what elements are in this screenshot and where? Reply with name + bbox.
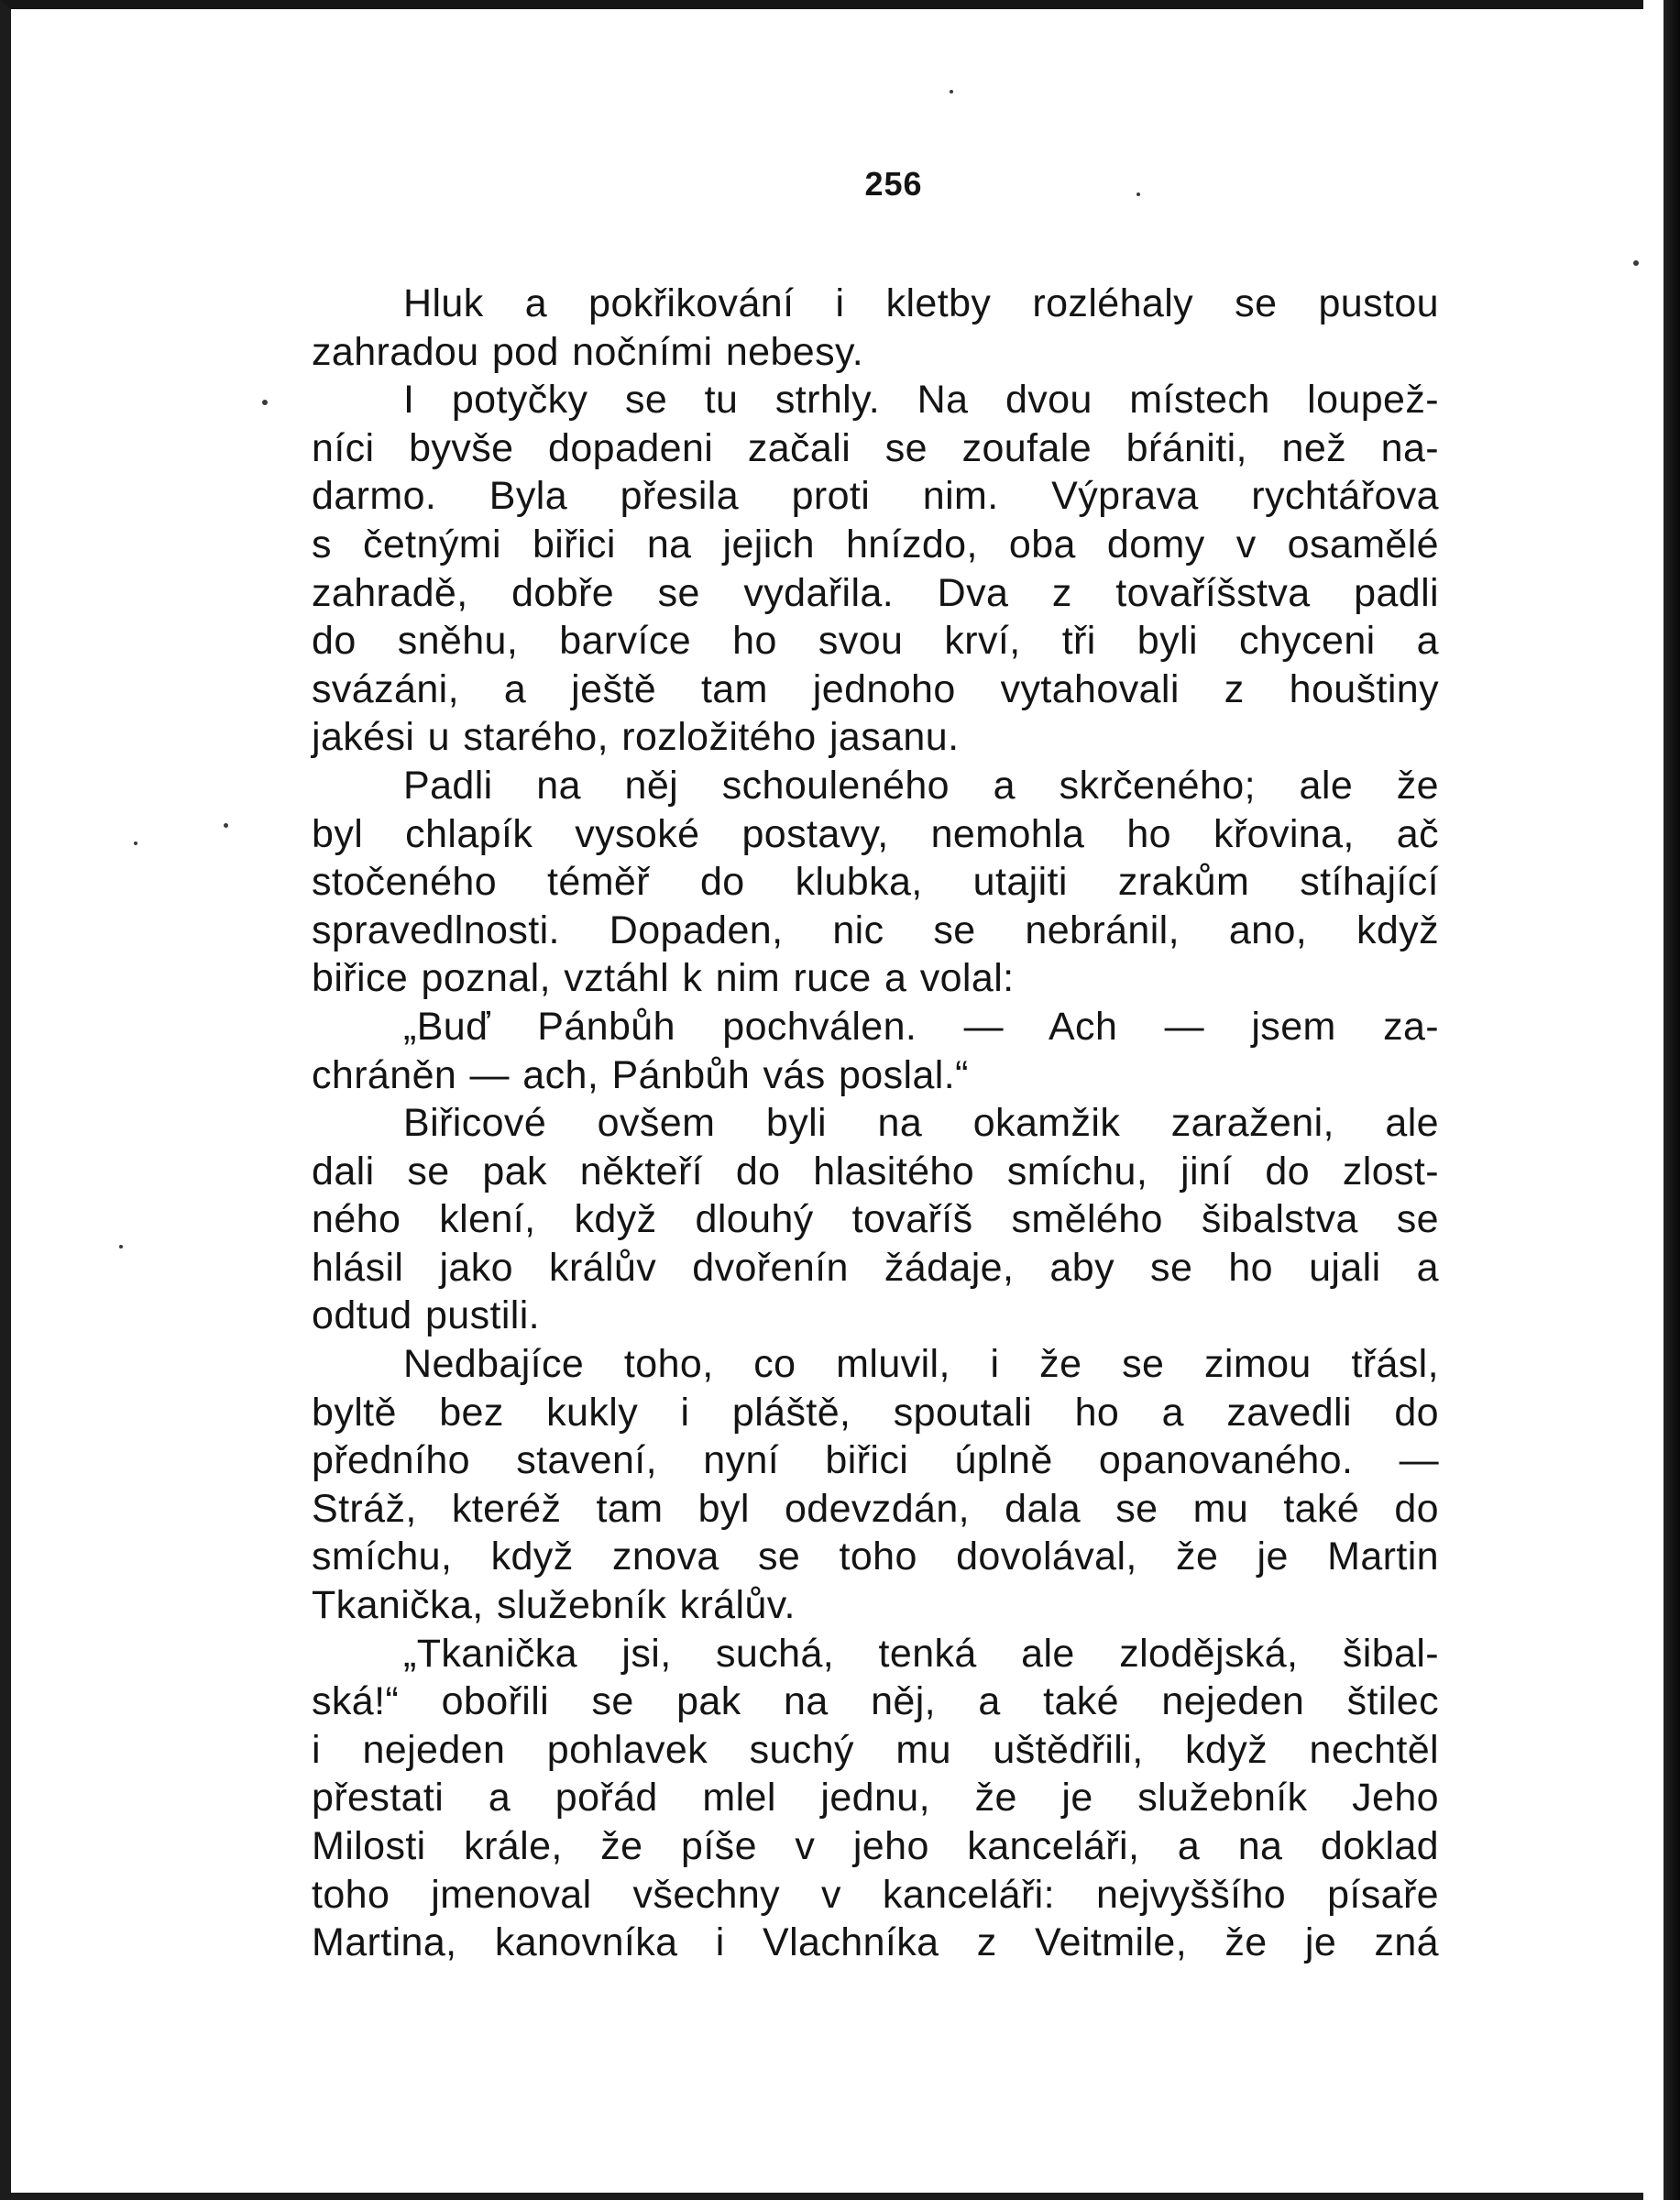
text-line: Stráž, kteréž tam byl odevzdán, dala se mu také do xyxy=(312,1486,1439,1531)
page-number: 256 xyxy=(864,165,923,203)
scan-speck xyxy=(1136,192,1140,196)
text-line: zahradou pod nočními nebesy. xyxy=(312,329,864,374)
text-line: stočeného téměř do klubka, utajiti zrakům stíhající xyxy=(312,860,1439,905)
text-line: Martina, kanovníka i Vlachníka z Veitmile, že je zná xyxy=(312,1920,1439,1965)
text-line: „Tkanička jsi, suchá, tenká ale zlodějská, šibal- xyxy=(403,1631,1439,1676)
text-line: zahradě, dobře se vydařila. Dva z tovaříšstva padli xyxy=(312,570,1439,615)
text-line: Padli na něj schouleného a skrčeného; ale že xyxy=(403,763,1439,808)
text-line: hlásil jako králův dvořenín žádaje, aby se ho ujali a xyxy=(312,1245,1439,1290)
scan-speck xyxy=(950,90,953,94)
text-line: byl chlapík vysoké postavy, nemohla ho křovina, ač xyxy=(312,811,1439,856)
scan-speck xyxy=(262,400,268,405)
text-line: darmo. Byla přesila proti nim. Výprava rychtářova xyxy=(312,474,1439,519)
scan-speck xyxy=(224,823,228,828)
text-line: Tkanička, služebník králův. xyxy=(312,1583,796,1628)
text-line: Hluk a pokřikování i kletby rozléhaly se pustou xyxy=(403,281,1439,325)
body-text xyxy=(312,280,1439,1967)
scan-speck xyxy=(134,842,137,845)
scan-speck xyxy=(1633,260,1639,266)
text-line: chráněn — ach, Pánbůh vás poslal.“ xyxy=(312,1052,969,1097)
text-line: jakési u starého, rozložitého jasanu. xyxy=(312,715,960,760)
text-line: dali se pak někteří do hlasitého smíchu, jiní do zlost- xyxy=(312,1149,1439,1194)
text-line: odtud pustili. xyxy=(312,1293,541,1338)
text-line: spravedlnosti. Dopaden, nic se nebránil, ano, když xyxy=(312,908,1439,952)
text-line: ská!“ obořili se pak na něj, a také nejeden štilec xyxy=(312,1679,1439,1724)
text-line: s četnými biřici na jejich hnízdo, oba domy v osamělé xyxy=(312,522,1439,566)
text-line: Milosti krále, že píše v jeho kanceláři, a na doklad xyxy=(312,1824,1439,1868)
text-line: níci byvše dopadeni začali se zoufale bŕániti, než na- xyxy=(312,425,1439,470)
text-line: přestati a pořád mlel jednu, že je služebník Jeho xyxy=(312,1776,1439,1820)
text-line: předního stavení, nyní biřici úplně opanovaného. — xyxy=(312,1438,1439,1483)
text-line: toho jmenoval všechny v kanceláři: nejvyššího písaře xyxy=(312,1872,1439,1917)
text-line: do sněhu, barvíce ho svou krví, tři byli chyceni a xyxy=(312,619,1439,664)
text-line: svázáni, a ještě tam jednoho vytahovali z houštiny xyxy=(312,666,1439,711)
text-line: biřice poznal, vztáhl k nim ruce a volal: xyxy=(312,956,1015,1001)
text-line: I potyčky se tu strhly. Na dvou místech loupež- xyxy=(403,378,1439,423)
scan-speck xyxy=(119,1245,123,1248)
text-line: Nedbajíce toho, co mluvil, i že se zimou třásl, xyxy=(403,1342,1439,1387)
text-line: ného klení, když dlouhý tovaříš smělého šibalstva se xyxy=(312,1197,1439,1242)
text-line: i nejeden pohlavek suchý mu uštědřili, když nechtěl xyxy=(312,1727,1439,1772)
text-line: smíchu, když znova se toho dovolával, že je Martin xyxy=(312,1534,1439,1579)
text-line: „Buď Pánbůh pochválen. — Ach — jsem za- xyxy=(403,1004,1439,1049)
text-line: Biřicové ovšem byli na okamžik zaraženi, ale xyxy=(403,1101,1439,1146)
text-line: byltě bez kukly i pláště, spoutali ho a zavedli do xyxy=(312,1390,1439,1435)
